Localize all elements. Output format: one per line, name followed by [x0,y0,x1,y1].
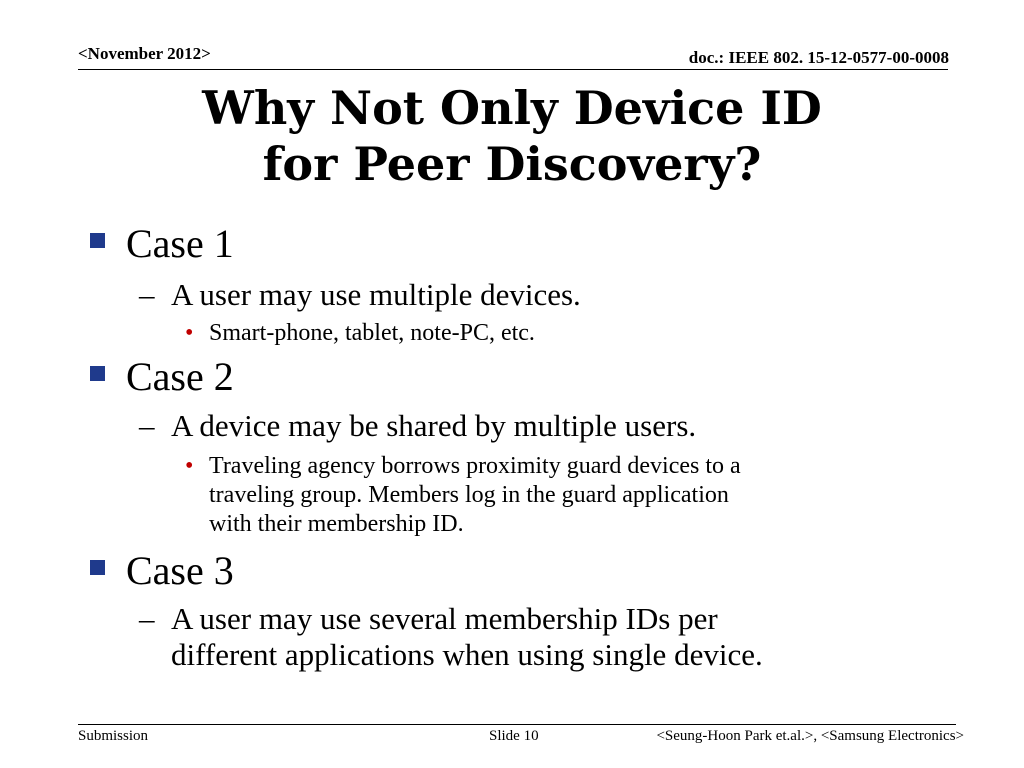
case-2-label: Case 2 [126,354,234,399]
slide-title-line-2: for Peer Discovery? [262,137,762,191]
footer-slide-number: Slide 10 [489,728,539,744]
slide-title-line-1: Why Not Only Device ID [202,81,822,135]
case-2-bullet-line-1: Traveling agency borrows proximity guard devices to a [209,453,741,479]
dot-bullet-icon: • [185,453,194,479]
dash-bullet-icon: – [139,408,155,443]
header-date: <November 2012> [78,44,211,63]
case-2-sub-text: A device may be shared by multiple users. [171,408,697,443]
case-2-bullet-line-3: with their membership ID. [209,511,464,537]
footer-submission: Submission [78,728,149,744]
case-1-sub-text: A user may use multiple devices. [171,277,581,312]
slide-title [0,80,1024,192]
header-divider [78,69,948,70]
case-1-label: Case 1 [126,221,234,266]
case-3-label: Case 3 [126,548,234,593]
case-3-sub-line-1: A user may use several membership IDs per [171,601,718,636]
footer-authors: <Seung-Hoon Park et.al.>, <Samsung Electronics> [656,728,964,744]
square-bullet-icon [90,560,105,575]
case-3-sub-line-2: different applications when using single device. [171,637,763,672]
case-1-bullet-text: Smart-phone, tablet, note-PC, etc. [209,320,535,346]
footer-divider [78,724,956,725]
square-bullet-icon [90,233,105,248]
dash-bullet-icon: – [139,601,155,636]
header-doc-id: doc.: IEEE 802. 15-12-0577-00-0008 [688,48,949,67]
dash-bullet-icon: – [139,277,155,312]
case-2-bullet-line-2: traveling group. Members log in the guard application [209,482,729,508]
dot-bullet-icon: • [185,320,194,346]
square-bullet-icon [90,366,105,381]
